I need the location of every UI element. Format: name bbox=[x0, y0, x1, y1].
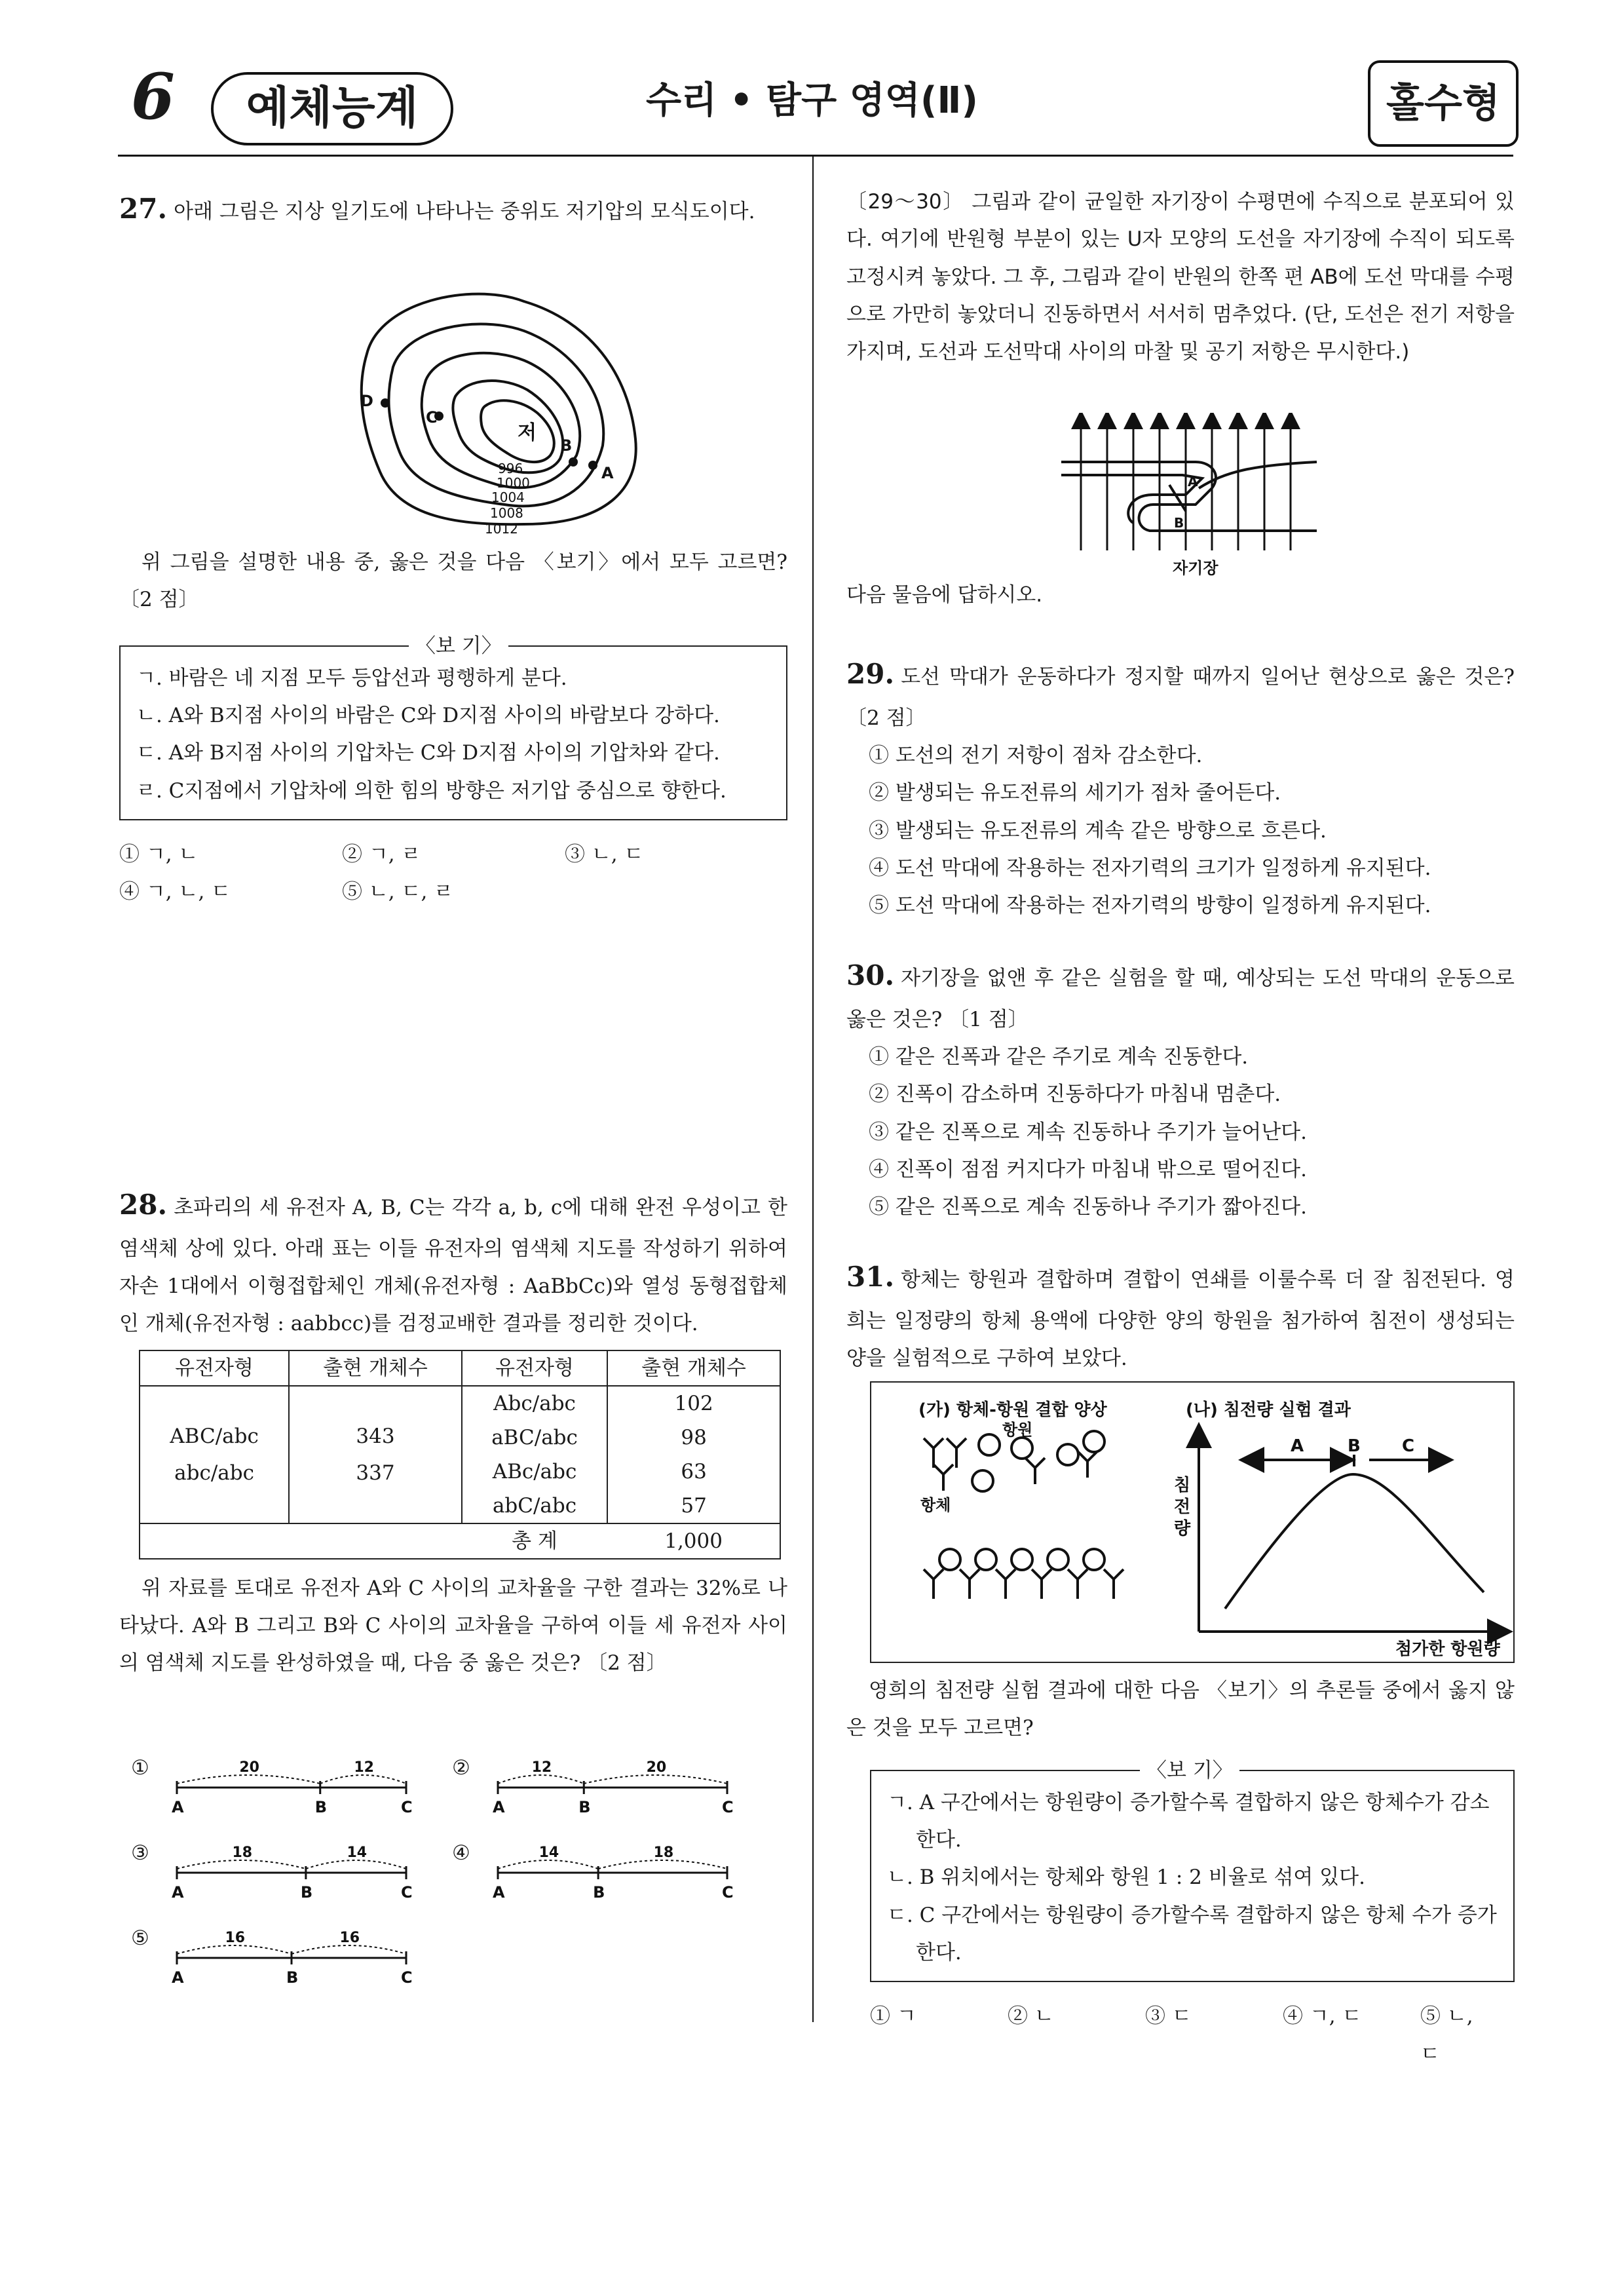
table-cell: 102 bbox=[607, 1386, 780, 1421]
q27-bogi-item: ㄹ. C지점에서 기압차에 의한 힘의 방향은 저기압 중심으로 향한다. bbox=[136, 778, 727, 803]
q27-question: 위 그림을 설명한 내용 중, 옳은 것을 다음 〈보기〉에서 모두 고르면? 〔2 점〕 bbox=[119, 550, 787, 612]
subject-label: 예체능계 bbox=[211, 72, 453, 145]
region-a-label: A bbox=[1291, 1436, 1304, 1456]
distance-label: 14 bbox=[347, 1845, 368, 1861]
q27-bogi-item: ㄴ. A와 B지점 사이의 바람은 C와 D지점 사이의 바람보다 강하다. bbox=[136, 704, 720, 728]
gene-label: B bbox=[314, 1798, 328, 1816]
q29-stem-text: 도선 막대가 운동하다가 정지할 때까지 일어난 현상으로 옳은 것은? 〔2 점〕 bbox=[846, 665, 1515, 730]
distance-label: 12 bbox=[531, 1759, 552, 1776]
distance-arc bbox=[498, 1775, 584, 1784]
table-cell: Abc/abc bbox=[462, 1386, 607, 1421]
gene-label: A bbox=[493, 1883, 505, 1902]
q31-choice-3[interactable]: ③ ㄷ bbox=[1145, 2004, 1192, 2029]
q31-choice-5[interactable]: ⑤ ㄴ, ㄷ bbox=[1420, 2004, 1473, 2066]
point-b-marker bbox=[569, 457, 578, 467]
graph-ylabel-2: 전 bbox=[1174, 1497, 1191, 1517]
table-header: 유전자형 bbox=[462, 1350, 607, 1386]
q29-option-1[interactable]: ① 도선의 전기 저항이 점차 감소한다. bbox=[869, 744, 1203, 768]
map-point-a: A bbox=[601, 464, 614, 482]
gene-label: B bbox=[300, 1883, 313, 1902]
graph-ylabel-1: 침 bbox=[1174, 1476, 1191, 1495]
q30-option-5[interactable]: ⑤ 같은 진폭으로 계속 진동하나 주기가 짧아진다. bbox=[869, 1195, 1307, 1219]
table-header: 출현 개체수 bbox=[289, 1350, 462, 1386]
gene-label: C bbox=[401, 1798, 413, 1816]
table-total-label: 총 계 bbox=[462, 1523, 607, 1559]
q27-choice-1[interactable]: ① ㄱ, ㄴ bbox=[119, 843, 198, 867]
q27-choice-4[interactable]: ④ ㄱ, ㄴ, ㄷ bbox=[119, 880, 231, 904]
question-27 bbox=[119, 183, 787, 235]
q27-bogi-item: ㄱ. 바람은 네 지점 모두 등압선과 평행하게 분다. bbox=[136, 666, 567, 690]
chromosome-map bbox=[164, 1920, 439, 1992]
q28-option-mark: ① bbox=[131, 1756, 149, 1780]
q30-option-1[interactable]: ① 같은 진폭과 같은 주기로 계속 진동한다. bbox=[869, 1045, 1249, 1069]
figure-title-b: (나) 침전량 실험 결과 bbox=[1186, 1400, 1351, 1420]
table-cell: 98 bbox=[607, 1421, 780, 1455]
gene-label: A bbox=[172, 1798, 184, 1816]
q31-body bbox=[846, 1672, 1515, 2073]
q27-body bbox=[119, 544, 787, 911]
wire-label-b: B bbox=[1174, 515, 1184, 531]
distance-label: 18 bbox=[232, 1845, 253, 1861]
question-31 bbox=[846, 1252, 1515, 1377]
distance-label: 16 bbox=[225, 1930, 246, 1946]
antigen-label: 항원 bbox=[1002, 1421, 1033, 1439]
q31-bogi-box bbox=[870, 1758, 1515, 1983]
q27-number: 27. bbox=[119, 193, 168, 225]
q28-option-2[interactable] bbox=[452, 1750, 760, 1828]
q27-stem bbox=[119, 183, 787, 235]
gene-label: A bbox=[172, 1968, 184, 1987]
isobar-label-1012: 1012 bbox=[485, 521, 518, 537]
chromosome-map bbox=[485, 1750, 760, 1822]
q28-option-1[interactable] bbox=[131, 1750, 439, 1828]
q29-stem bbox=[846, 649, 1515, 737]
q31-choice-2[interactable]: ② ㄴ bbox=[1008, 2004, 1054, 2029]
map-point-b: B bbox=[560, 436, 573, 455]
isobar-label-1000: 1000 bbox=[497, 475, 530, 491]
table-cell: ABc/abc bbox=[462, 1455, 607, 1489]
q31-stem bbox=[846, 1252, 1515, 1377]
magnetic-field-figure bbox=[1055, 413, 1330, 577]
q27-bogi-box bbox=[119, 634, 787, 820]
distance-label: 20 bbox=[239, 1759, 259, 1776]
q28-option-mark: ③ bbox=[131, 1841, 149, 1865]
q28-option-5[interactable] bbox=[131, 1920, 439, 1999]
u-shaped-wire bbox=[1061, 462, 1317, 531]
q29-30-intro-text: 〔29～30〕 그림과 같이 균일한 자기장이 수평면에 수직으로 분포되어 있다. 여기에 반원형 부분이 있는 U자 모양의 도선을 자기장에 수직이 되도록 고정시켜 놓았다. 그 후, 그림과 같이 반원의 한쪽 편 AB에 도선 막대를 수평으로 가만히 놓았더니 진동하면서 서서히 멈추었다. (단, 도선은 전기 저항을 가지며, 도선과 도선막대 사이의 마찰 및 공기 저항은 무시한다.) bbox=[846, 190, 1515, 364]
q30-option-3[interactable]: ③ 같은 진폭으로 계속 진동하나 주기가 늘어난다. bbox=[869, 1120, 1307, 1144]
graph-ylabel-3: 량 bbox=[1174, 1519, 1191, 1539]
distance-label: 18 bbox=[653, 1845, 674, 1861]
q27-bogi-title: 〈보 기〉 bbox=[409, 631, 508, 661]
table-cell: ABC/abc bbox=[170, 1424, 259, 1448]
gene-label: B bbox=[286, 1968, 299, 1987]
q31-bogi-item: ㄷ. C 구간에서는 항원량이 증가할수록 결합하지 않은 항체 수가 증가한다. bbox=[887, 1903, 1497, 1965]
distance-label: 20 bbox=[646, 1759, 667, 1776]
q31-number: 31. bbox=[846, 1261, 895, 1293]
gene-label: C bbox=[401, 1883, 413, 1902]
table-cell: aBC/abc bbox=[462, 1421, 607, 1455]
distance-arc bbox=[177, 1775, 320, 1784]
graph-xlabel: 첨가한 항원량 bbox=[1395, 1639, 1500, 1659]
q28-stem bbox=[119, 1179, 787, 1343]
section-title: 수리 • 탐구 영역(Ⅱ) bbox=[646, 79, 978, 122]
q29-30-instruction-text: 다음 물음에 답하시오. bbox=[846, 583, 1043, 607]
q27-choice-5[interactable]: ⑤ ㄴ, ㄷ, ㄹ bbox=[342, 880, 454, 904]
gene-label: C bbox=[401, 1968, 413, 1987]
q31-question: 영희의 침전량 실험 결과에 대한 다음 〈보기〉의 추론들 중에서 옳지 않은 것을 모두 고르면? bbox=[846, 1679, 1515, 1740]
q30-stem bbox=[846, 950, 1515, 1039]
table-cell: 343 bbox=[356, 1424, 395, 1448]
map-point-c: C bbox=[426, 408, 438, 427]
q28-table bbox=[139, 1350, 781, 1559]
antibody-label: 항체 bbox=[920, 1496, 951, 1514]
q31-bogi-title: 〈보 기〉 bbox=[1140, 1755, 1239, 1786]
gene-label: C bbox=[722, 1883, 734, 1902]
point-d-marker bbox=[381, 398, 390, 408]
wire-label-a: A bbox=[1188, 474, 1198, 489]
map-point-d: D bbox=[360, 392, 373, 410]
q28-options bbox=[131, 1750, 786, 1999]
q28-number: 28. bbox=[119, 1189, 168, 1221]
q30-option-2[interactable]: ② 진폭이 감소하며 진동하다가 마침내 멈춘다. bbox=[869, 1082, 1281, 1107]
distance-arc bbox=[177, 1860, 306, 1869]
region-c-label: C bbox=[1402, 1436, 1415, 1456]
distance-arc bbox=[306, 1860, 406, 1869]
chromosome-map bbox=[485, 1835, 760, 1907]
distance-label: 12 bbox=[354, 1759, 374, 1776]
q31-choice-4[interactable]: ④ ㄱ, ㄷ bbox=[1283, 2004, 1362, 2029]
table-header: 유전자형 bbox=[140, 1350, 289, 1386]
distance-arc bbox=[320, 1775, 406, 1784]
q28-option-mark: ④ bbox=[452, 1841, 470, 1865]
q30-stem-text: 자기장을 없앤 후 같은 실험을 할 때, 예상되는 도선 막대의 운동으로 옳은 것은? 〔1 점〕 bbox=[846, 966, 1515, 1031]
antibody-antigen-illustration bbox=[924, 1438, 1124, 1599]
precipitation-curve bbox=[1225, 1474, 1484, 1609]
q31-choice-1[interactable]: ① ㄱ bbox=[870, 2004, 916, 2029]
q27-choices bbox=[119, 836, 787, 911]
q29-option-4[interactable]: ④ 도선 막대에 작용하는 전자기력의 크기가 일정하게 유지된다. bbox=[869, 856, 1431, 881]
region-b-label: B bbox=[1348, 1436, 1361, 1456]
gene-label: A bbox=[172, 1883, 184, 1902]
q31-figure-box bbox=[870, 1381, 1515, 1663]
figure-caption: 자기장 bbox=[1173, 559, 1218, 577]
distance-label: 14 bbox=[538, 1845, 559, 1861]
q29-option-2[interactable]: ② 발생되는 유도전류의 세기가 점차 줄어든다. bbox=[869, 781, 1281, 805]
q31-bogi-item: ㄱ. A 구간에서는 항원량이 증가할수록 결합하지 않은 항체수가 감소한다. bbox=[887, 1790, 1490, 1852]
q30-option-4[interactable]: ④ 진폭이 점점 커지다가 마침내 밖으로 떨어진다. bbox=[869, 1158, 1307, 1182]
header-divider bbox=[118, 155, 1513, 157]
q31-figure bbox=[871, 1383, 1513, 1662]
distance-arc bbox=[584, 1775, 727, 1784]
map-center-label: 저 bbox=[518, 421, 537, 444]
q29-option-3[interactable]: ③ 발생되는 유도전류의 계속 같은 방향으로 흐른다. bbox=[869, 818, 1327, 843]
question-29-30-intro bbox=[846, 183, 1515, 372]
q29-number: 29. bbox=[846, 658, 895, 690]
question-29 bbox=[846, 649, 1515, 925]
q27-low-pressure-map bbox=[328, 275, 694, 537]
distance-arc bbox=[292, 1945, 406, 1954]
gene-label: A bbox=[493, 1798, 505, 1816]
chromosome-map bbox=[164, 1835, 439, 1907]
q30-number: 30. bbox=[846, 959, 895, 991]
question-30 bbox=[846, 950, 1515, 1227]
gene-label: B bbox=[593, 1883, 605, 1902]
q28-option-3[interactable] bbox=[131, 1835, 439, 1913]
q27-bogi-item: ㄷ. A와 B지점 사이의 기압차는 C와 D지점 사이의 기압차와 같다. bbox=[136, 741, 720, 765]
conducting-rod bbox=[1169, 485, 1186, 511]
distance-arc bbox=[598, 1860, 727, 1869]
distance-label: 16 bbox=[339, 1930, 360, 1946]
distance-arc bbox=[177, 1945, 292, 1954]
point-a-marker bbox=[588, 461, 597, 470]
table-total-value: 1,000 bbox=[607, 1523, 780, 1559]
distance-arc bbox=[498, 1860, 598, 1869]
gene-label: C bbox=[722, 1798, 734, 1816]
isobar-label-996: 996 bbox=[498, 461, 523, 476]
page-number: 6 bbox=[131, 60, 175, 134]
chromosome-map bbox=[164, 1750, 439, 1822]
q28-stem-text: 초파리의 세 유전자 A, B, C는 각각 a, b, c에 대해 완전 우성이고 한 염색체 상에 있다. 아래 표는 이들 유전자의 염색체 지도를 작성하기 위하여 자손 1대에서 이형접합체인 개체(유전자형 : AaBbCc)와 열성 동형접합체인 개체(유전자형 : aabbcc)를 검정교배한 결과를 정리한 것이다. bbox=[119, 1196, 787, 1336]
q31-stem-text: 항체는 항원과 결합하며 결합이 연쇄를 이룰수록 더 잘 침전된다. 영희는 일정량의 항체 용액에 다양한 양의 항원을 첨가하여 침전이 생성되는 양을 실험적으로 구하여 보았다. bbox=[846, 1268, 1515, 1371]
q28-option-mark: ⑤ bbox=[131, 1926, 149, 1950]
figure-title-a: (가) 항체-항원 결합 양상 bbox=[918, 1400, 1107, 1420]
table-header: 출현 개체수 bbox=[607, 1350, 780, 1386]
table-cell: 57 bbox=[607, 1489, 780, 1523]
exam-type-badge: 홀수형 bbox=[1368, 60, 1519, 147]
q29-option-5[interactable]: ⑤ 도선 막대에 작용하는 전자기력의 방향이 일정하게 유지된다. bbox=[869, 894, 1431, 918]
gene-label: B bbox=[578, 1798, 591, 1816]
table-cell: 63 bbox=[607, 1455, 780, 1489]
q28-option-mark: ② bbox=[452, 1756, 470, 1780]
isobar-label-1008: 1008 bbox=[490, 505, 523, 521]
q27-choice-2[interactable]: ② ㄱ, ㄹ bbox=[342, 843, 421, 867]
table-cell: 337 bbox=[356, 1461, 395, 1485]
q28-question: 위 자료를 토대로 유전자 A와 C 사이의 교차율을 구한 결과는 32%로 나타났다. A와 B 그리고 B와 C 사이의 교차율을 구하여 이들 세 유전자 사이의 염색체 지도를 완성하였을 때, 다음 중 옳은 것은? 〔2 점〕 bbox=[119, 1576, 787, 1675]
column-divider bbox=[812, 155, 814, 2022]
isobar-label-1004: 1004 bbox=[491, 489, 525, 505]
question-28 bbox=[119, 1179, 787, 1683]
q29-30-instruction bbox=[846, 577, 1515, 614]
q27-choice-3[interactable]: ③ ㄴ, ㄷ bbox=[565, 843, 644, 867]
q31-choices bbox=[846, 1998, 1515, 2073]
table-cell: abc/abc bbox=[174, 1461, 254, 1485]
q27-stem-text: 아래 그림은 지상 일기도에 나타나는 중위도 저기압의 모식도이다. bbox=[174, 200, 755, 223]
q28-option-4[interactable] bbox=[452, 1835, 760, 1913]
q31-bogi-item: ㄴ. B 위치에서는 항체와 항원 1 : 2 비율로 섞여 있다. bbox=[887, 1866, 1365, 1890]
table-cell: abC/abc bbox=[462, 1489, 607, 1523]
